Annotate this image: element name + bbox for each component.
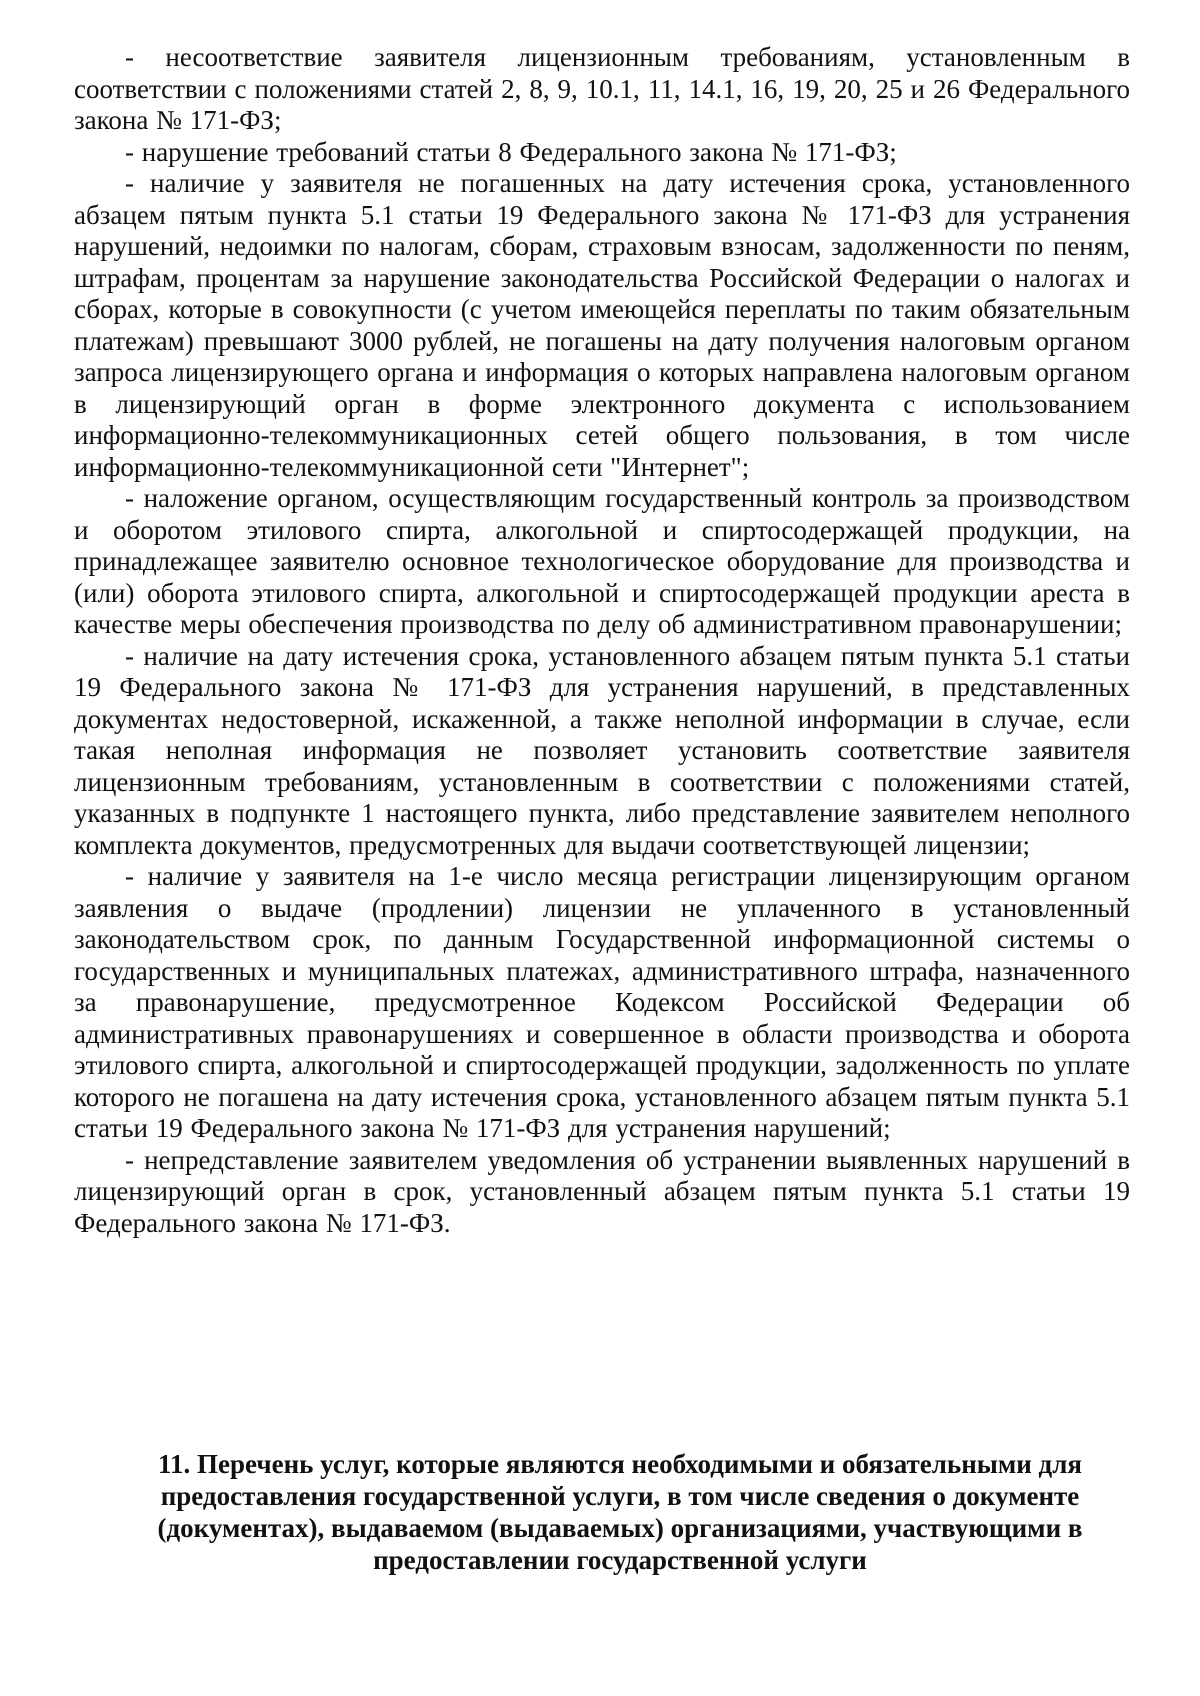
paragraph-article-8-violation: - нарушение требований статьи 8 Федерального закона № 171-ФЗ; <box>125 136 897 167</box>
document-body <box>74 42 1130 1239</box>
section-heading: 11. Перечень услуг, которые являются необходимыми и обязательными для предоставления государственной услуги, в том числе сведения о документе (документах), выдаваемом (выдаваемых) организациями, участвующими в предоставлении государственной услуги <box>157 1449 1083 1575</box>
paragraph-license-noncompliance: - несоответствие заявителя лицензионным требованиям, установленным в соответствии с положениями статей 2, 8, 9, 10.1, 11, 14.1, 16, 19, 20, 25 и 26 Федерального закона № 171-ФЗ; <box>74 42 1130 135</box>
section-heading-block <box>110 1448 1130 1576</box>
paragraph-equipment-arrest: - наложение органом, осуществляющим государственный контроль за производством и оборотом этилового спирта, алкогольной и спиртосодержащей продукции, на принадлежащее заявителю основное технологическое оборудование для производства и (или) оборота этилового спирта, алкогольной и спиртосодержащей продукции ареста в качестве меры обеспечения производства по делу об административном правонарушении; <box>74 483 1130 639</box>
paragraph-tax-arrears: - наличие у заявителя не погашенных на дату истечения срока, установленного абзацем пятым пункта 5.1 статьи 19 Федерального закона № 171-ФЗ для устранения нарушений, недоимки по налогам, сборам, страховым взносам, задолженности по пеням, штрафам, процентам за нарушение законодательства Российской Федерации о налогах и сборах, которые в совокупности (с учетом имеющейся переплаты по таким обязательным платежам) превышают 3000 рублей, не погашены на дату получения налоговым органом запроса лицензирующего органа и информация о которых направлена налоговым органом в лицензирующий орган в форме электронного документа с использованием информационно-телекоммуникационных сетей общего пользования, в том числе информационно-телекоммуникационной сети "Интернет"; <box>74 168 1130 482</box>
paragraph-inaccurate-documents: - наличие на дату истечения срока, установленного абзацем пятым пункта 5.1 статьи 19 Федерального закона № 171-ФЗ для устранения нарушений, в представленных документах недостоверной, искаженной, а также неполной информации в случае, если такая неполная информация не позволяет установить соответствие заявителя лицензионным требованиям, установленным в соответствии с положениями статей, указанных в подпункте 1 настоящего пункта, либо представление заявителем неполного комплекта документов, предусмотренных для выдачи соответствующей лицензии; <box>74 640 1130 860</box>
paragraph-unpaid-fine: - наличие у заявителя на 1-е число месяца регистрации лицензирующим органом заявления о выдаче (продлении) лицензии не уплаченного в установленный законодательством срок, по данным Государственной информационной системы о государственных и муниципальных платежах, административного штрафа, назначенного за правонарушение, предусмотренное Кодексом Российской Федерации об административных правонарушениях и совершенное в области производства и оборота этилового спирта, алкогольной и спиртосодержащей продукции, задолженность по уплате которого не погашена на дату истечения срока, установленного абзацем пятым пункта 5.1 статьи 19 Федерального закона № 171-ФЗ для устранения нарушений; <box>74 861 1130 1143</box>
paragraph-no-notification: - непредставление заявителем уведомления об устранении выявленных нарушений в лицензирующий орган в срок, установленный абзацем пятым пункта 5.1 статьи 19 Федерального закона № 171-ФЗ. <box>74 1144 1130 1238</box>
